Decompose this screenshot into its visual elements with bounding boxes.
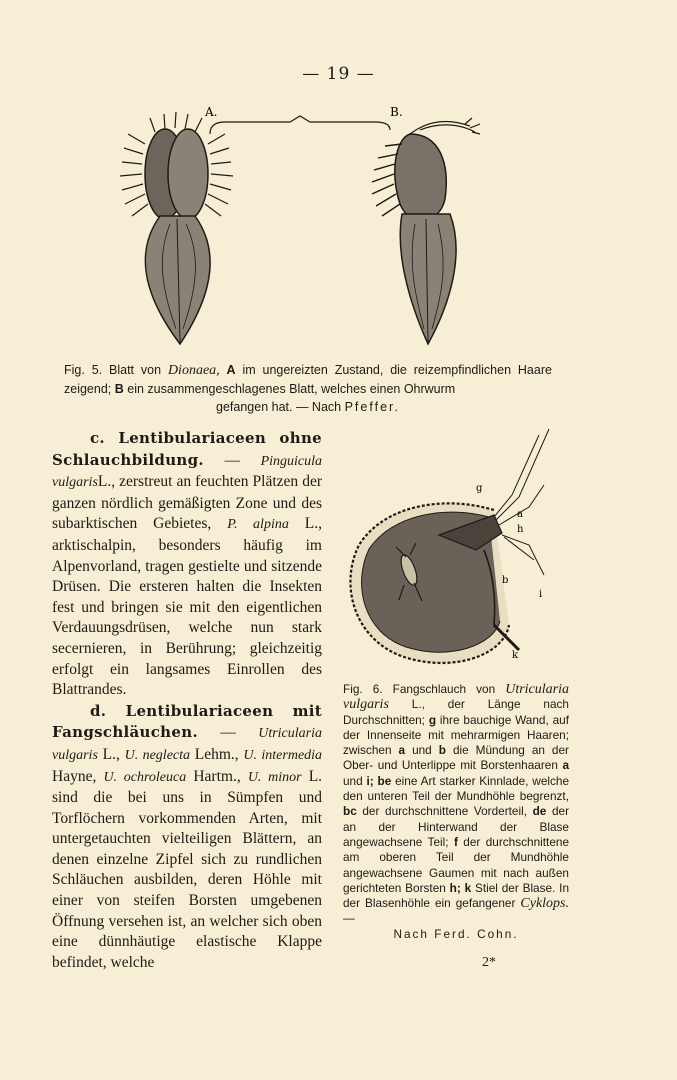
species-p-alpina: P. alpina [227, 517, 289, 533]
fig6-text-13: Nach Ferd. Cohn. [393, 926, 519, 941]
figure-5-dionaea-illustration [110, 104, 510, 354]
fig6-text-1: Fangschlauch von [392, 682, 496, 696]
text-c1: L., zerstreut an feuchten Plätzen der ganzen nördlich gemäßigten Zone und des subarktischen Gebietes, [52, 473, 322, 533]
dash: — [220, 724, 236, 742]
figure-6-utricularia-illustration [344, 425, 556, 675]
heading-d: d. Lentibulariaceen mit Fangschläuchen. [52, 701, 322, 742]
text-d4: Hartm., [193, 767, 241, 785]
fig5-text-4: gefangen hat. — Nach [216, 400, 342, 414]
species-u-intermedia: U. intermedia [243, 747, 323, 763]
fig6-g: g [428, 712, 437, 727]
fig6-de: de [532, 804, 547, 819]
fig6-text-10: der durchschnittene am oberen Teil der Mundhöhle angewachsene Gaumen mit nach außen gerichteten Borsten [343, 834, 570, 895]
fig5-text-2: im ungereizten Zustand, die reizempfindlichen Haare zeigend; [64, 363, 552, 396]
figure-6-caption [343, 682, 569, 942]
fig6-b: b [438, 743, 446, 758]
leaf-a-drawing [120, 112, 233, 344]
fig6-text-7: eine Art starker Kinnlade, welche den unteren Teil der Mundhöhle begrenzt, [343, 773, 570, 804]
fig6-label-a: a [517, 509, 523, 520]
fig6-label-k: k [512, 650, 519, 661]
species-u-minor: U. minor [247, 769, 302, 785]
heading-c: c. Lentibulariaceen ohne Schlauchbildung. [52, 429, 322, 469]
fig6-text-6: und [343, 773, 363, 788]
fig6-i: i; [366, 773, 374, 788]
fig6-text-4: und [412, 743, 432, 758]
page-number: — 19 — [302, 64, 375, 84]
fig6-a2: a [562, 758, 569, 773]
fig6-a: a [398, 743, 406, 758]
fig5-text-3: ein zusammengeschlagenes Blatt, welches einen Ohrwurm [127, 382, 456, 396]
fig6-text-3: ihre bauchige Wand, auf der Innenseite mit mehrarmigen Haaren; zwischen [343, 712, 569, 758]
fig5-A: A [226, 363, 236, 377]
fig6-f: f [453, 834, 458, 849]
fig6-text-12: — [343, 911, 355, 926]
species-pinguicula: Pinguicula vulgaris [52, 453, 322, 491]
fig6-prefix: Fig. 6. [343, 682, 383, 696]
figure-5-caption [64, 361, 552, 416]
text-c2: L., arktischalpin, besonders häufig im Alpenvorland, tragen gestielte und sitzende Drüsen. Die ersteren halten die Insekten fest und bringen sie mit den eigentlichen Verdauungsdrüsen, welche nun stark secernieren, in Berührung; gleichzeitig erfolgt ein langsames Einrollen des Blattrandes. [52, 515, 323, 699]
text-d3: Hayne, [52, 767, 97, 785]
fig5-B: B [114, 382, 124, 396]
leaf-b-drawing [372, 118, 480, 344]
fig6-label-h: h [517, 524, 524, 535]
species-u-vulgaris: Utricularia vulgaris [52, 726, 322, 763]
fig6-be: be [377, 773, 392, 788]
fig6-bc: bc [343, 804, 357, 819]
text-d1: L., [102, 745, 120, 763]
fig6-text-11: Stiel der Blase. In der Blasenhöhle ein gefangener [343, 880, 569, 911]
species-u-ochroleuca: U. ochroleuca [103, 769, 187, 785]
fig5-genus: Dionaea, [167, 363, 220, 378]
fig6-k: k [464, 880, 472, 895]
paragraph-d [52, 701, 322, 974]
species-u-neglecta: U. neglecta [124, 747, 191, 763]
fig6-text-8: der durchschnittene Vorderteil, [362, 804, 527, 819]
paragraph-c [52, 428, 322, 701]
fig6-label-i: i [539, 589, 543, 600]
fig6-text-9: der an der Hinterwand der Blase angewachsene Teil; [343, 804, 570, 849]
fig6-species: Utricularia vulgaris [343, 682, 569, 713]
fig6-text-2: L., der Länge nach Durchschnitten; [343, 697, 569, 727]
fig5-prefix: Fig. 5. [64, 363, 103, 377]
signature-mark: 2* [482, 955, 496, 970]
fig6-cyclops: Cyklops. [520, 896, 569, 912]
dash: — [224, 451, 240, 469]
text-d5: L. sind die bei uns in Sümpfen und Torflöchern vorkommenden Arten, mit untergetauchten vielteiligen Blättern, an denen einzelne Zipfel sich zu rundlichen Schläuchen ausbilden, deren Höhle mit einer von steifen Borsten umgebenen Öffnung versehen ist, an welcher sich oben eine dünnhäutige elastische Klappe befindet, welche [52, 767, 323, 971]
fig5-text-1: Blatt von [109, 363, 162, 377]
fig6-text-5: die Mündung an der Ober- und Unterlippe mit Borstenhaaren [343, 743, 569, 773]
main-text-column [52, 428, 322, 973]
fig6-h: h; [449, 880, 461, 895]
fig6-label-g: g [476, 483, 483, 494]
fig5-author: Pfeffer. [344, 400, 400, 414]
text-d2: Lehm., [194, 745, 239, 763]
fig6-label-b: b [502, 575, 509, 586]
figure-5-label-b: B. [390, 105, 403, 119]
figure-5-label-a: A. [205, 105, 218, 119]
